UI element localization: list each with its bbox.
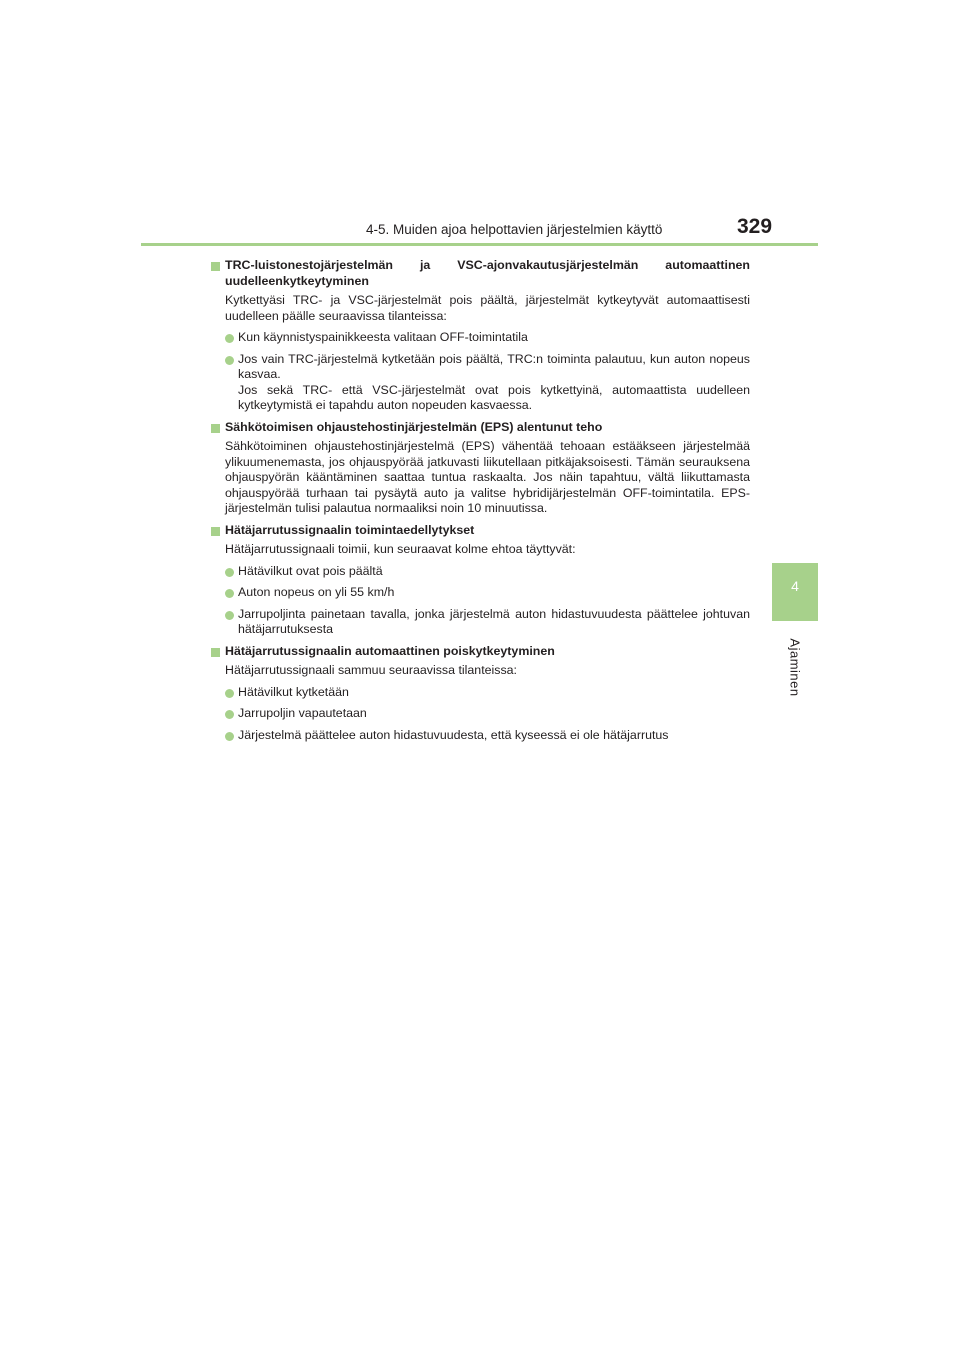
list-item: Jarrupoljinta painetaan tavalla, jonka järjestelmä auton hidastuvuudesta päättelee johtuvan hätäjarrutuksesta <box>210 607 750 638</box>
page-content <box>210 258 750 749</box>
chapter-tab-number: 4 <box>791 578 799 594</box>
section-paragraph: Sähkötoiminen ohjaustehostinjärjestelmä (EPS) vähentää tehoaan estääkseen järjestelmää ylikuumenemasta, jos ohjauspyörää jatkuvasti liikutellaan pitkäjaksoisesti. Tämän seurauksena ohjauspyörän kääntäminen saattaa tuntua raskaalta. Jos näin tapahtuu, vältä liikuttamasta ohjauspyörää turhaan tai pysäytä auto ja valitse hybridijärjestelmän OFF-toimintatila. EPS-järjestelmän tulisi palautua normaaliksi noin 10 minuutissa. <box>225 439 750 515</box>
square-bullet-icon <box>211 527 220 536</box>
section-emergency-brake-conditions <box>210 523 750 638</box>
list-item: Jarrupoljin vapautetaan <box>210 706 750 722</box>
list-item: Jos vain TRC-järjestelmä kytketään pois päältä, TRC:n toiminta palautuu, kun auton nopeus kasvaa. Jos sekä TRC- että VSC-järjestelmät ovat pois kytkettyinä, automaattista uudelleen kytkeytymistä ei tapahdu auton nopeuden kasvaessa. <box>210 352 750 414</box>
page-number: 329 <box>737 215 773 238</box>
section-heading: Sähkötoimisen ohjaustehostinjärjestelmän (EPS) alentunut teho <box>210 420 750 436</box>
section-paragraph: Hätäjarrutussignaali toimii, kun seuraavat kolme ehtoa täyttyvät: <box>225 542 576 556</box>
section-paragraph: Hätäjarrutussignaali sammuu seuraavissa tilanteissa: <box>225 663 518 677</box>
round-bullet-icon <box>225 689 234 698</box>
list-item: Hätävilkut kytketään <box>210 685 750 701</box>
section-heading: Hätäjarrutussignaalin automaattinen poiskytkeytyminen <box>210 644 750 660</box>
section-trc-vsc <box>210 258 750 414</box>
header-divider <box>141 243 818 246</box>
chapter-tab-label: Ajaminen <box>787 638 803 697</box>
list-item: Hätävilkut ovat pois päältä <box>210 564 750 580</box>
section-heading: Hätäjarrutussignaalin toimintaedellytykset <box>210 523 750 539</box>
round-bullet-icon <box>225 334 234 343</box>
round-bullet-icon <box>225 611 234 620</box>
section-eps <box>210 420 750 517</box>
round-bullet-icon <box>225 732 234 741</box>
round-bullet-icon <box>225 589 234 598</box>
page-header-title: 4-5. Muiden ajoa helpottavien järjestelmien käyttö <box>366 222 663 237</box>
section-heading: TRC-luistonestojärjestelmän ja VSC-ajonvakautusjärjestelmän automaattinen uudelleenkytkeytyminen <box>210 258 750 289</box>
list-item: Järjestelmä päättelee auton hidastuvuudesta, että kyseessä ei ole hätäjarrutus <box>210 728 750 744</box>
round-bullet-icon <box>225 568 234 577</box>
round-bullet-icon <box>225 356 234 365</box>
round-bullet-icon <box>225 710 234 719</box>
list-item-continuation: Jos sekä TRC- että VSC-järjestelmät ovat pois kytkettyinä, automaattista uudelleen kytkeytymistä ei tapahdu auton nopeuden kasvaessa. <box>238 382 750 412</box>
section-paragraph: Kytkettyäsi TRC- ja VSC-järjestelmät pois päältä, järjestelmät kytkeytyvät automaattisesti uudelleen päälle seuraavissa tilanteissa: <box>225 293 750 323</box>
square-bullet-icon <box>211 262 220 271</box>
section-emergency-brake-off <box>210 644 750 744</box>
square-bullet-icon <box>211 648 220 657</box>
list-item: Kun käynnistyspainikkeesta valitaan OFF-toimintatila <box>210 330 750 346</box>
list-item: Auton nopeus on yli 55 km/h <box>210 585 750 601</box>
square-bullet-icon <box>211 424 220 433</box>
